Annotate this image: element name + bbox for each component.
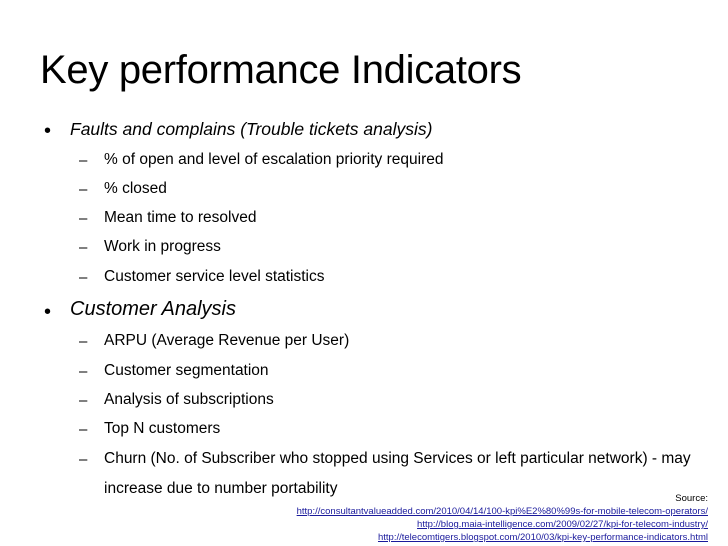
list-item: Work in progress <box>104 238 221 255</box>
source-link-maia-intelligence[interactable]: http://blog.maia-intelligence.com/2009/02/27/kpi-for-telecom-industry/ <box>417 519 708 530</box>
dash-icon: – <box>79 239 88 256</box>
dash-icon: – <box>79 210 88 227</box>
list-item: Customer segmentation <box>104 362 269 379</box>
list-item: % closed <box>104 180 167 197</box>
list-item: Churn (No. of Subscriber who stopped using Services or left particular network) - may <box>104 450 691 467</box>
dash-icon: – <box>79 451 88 468</box>
section-heading-faults: Faults and complains (Trouble tickets analysis) <box>70 119 433 139</box>
source-link-telecomtigers[interactable]: http://telecomtigers.blogspot.com/2010/03/kpi-key-performance-indicators.html <box>377 532 708 543</box>
dash-icon: – <box>79 392 88 409</box>
list-item: Mean time to resolved <box>104 209 257 226</box>
source-footer <box>297 492 708 544</box>
dash-icon: – <box>79 152 88 169</box>
list-item: Top N customers <box>104 420 221 437</box>
dash-icon: – <box>79 269 88 286</box>
source-label: Source: <box>675 493 708 504</box>
dash-icon: – <box>79 181 88 198</box>
bullet-icon: • <box>44 301 52 323</box>
list-item: Customer service level statistics <box>104 268 325 285</box>
slide-title: Key performance Indicators <box>40 48 522 92</box>
list-item: Analysis of subscriptions <box>104 391 274 408</box>
list-item-continuation: increase due to number portability <box>104 480 338 497</box>
dash-icon: – <box>79 421 88 438</box>
dash-icon: – <box>79 333 88 350</box>
list-item: ARPU (Average Revenue per User) <box>104 332 350 349</box>
dash-icon: – <box>79 363 88 380</box>
section-heading-customer: Customer Analysis <box>70 298 236 320</box>
list-item: % of open and level of escalation priority required <box>104 151 444 168</box>
bullet-icon: • <box>44 120 52 142</box>
source-link-consultantvalueadded[interactable]: http://consultantvalueadded.com/2010/04/14/100-kpi%E2%80%99s-for-mobile-telecom-operators/ <box>296 506 708 517</box>
